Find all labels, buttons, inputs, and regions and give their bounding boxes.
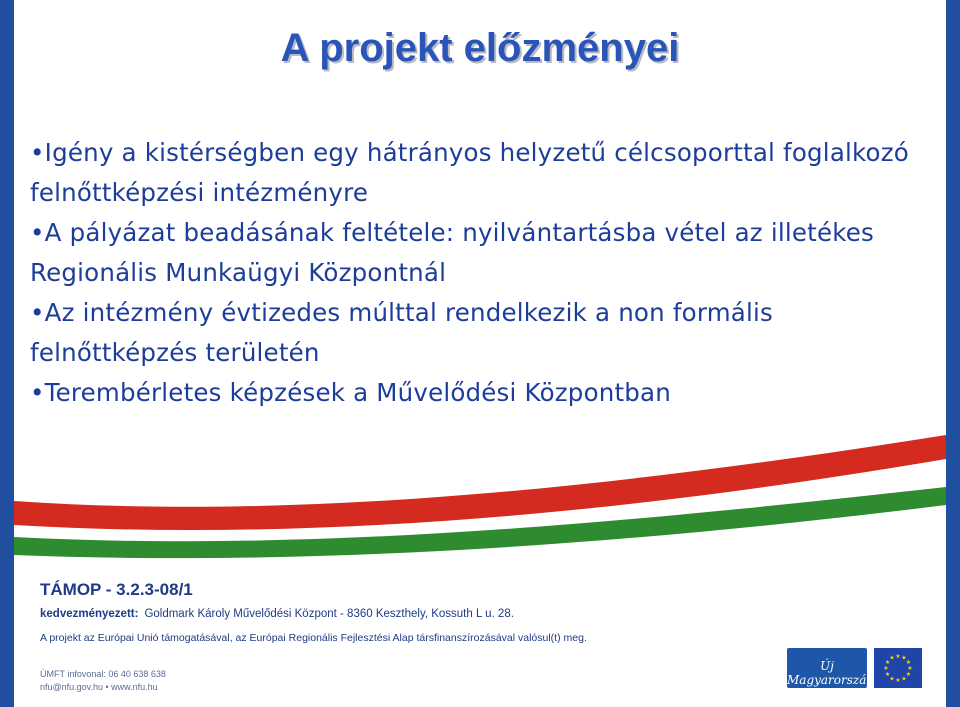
- beneficiary-label: kedvezményezett:: [40, 608, 139, 620]
- contact-block: [40, 668, 166, 694]
- svg-text:★: ★: [907, 665, 913, 672]
- svg-text:★: ★: [895, 677, 901, 684]
- svg-text:★: ★: [901, 654, 907, 662]
- svg-text:★: ★: [901, 675, 907, 683]
- bullet-list: [30, 133, 930, 413]
- beneficiary-line: [40, 608, 514, 620]
- svg-text:★: ★: [884, 671, 891, 678]
- bullet-item-4: •Terembérletes képzések a Művelődési Központban: [30, 378, 671, 407]
- svg-text:★: ★: [889, 654, 895, 662]
- right-frame-bar: [946, 0, 960, 707]
- program-code: TÁMOP - 3.2.3-08/1: [40, 580, 193, 599]
- bullet-item-3: •Az intézmény évtizedes múlttal rendelkezik a non formális felnőttképzés területén: [30, 298, 773, 367]
- funding-note: A projekt az Európai Unió támogatásával, az Európai Regionális Fejlesztési Alap társfinanszírozásával valósul(t) meg.: [40, 632, 587, 644]
- bullet-item-2: •A pályázat beadásának feltétele: nyilvántartásba vétel az illetékes Regionális Munkaügyi Központnál: [30, 218, 874, 287]
- eu-flag-icon: [874, 648, 922, 688]
- svg-text:★: ★: [884, 659, 891, 666]
- svg-text:★: ★: [883, 665, 889, 672]
- svg-text:★: ★: [905, 671, 912, 678]
- contact-links: nfu@nfu.gov.hu • www.nfu.hu: [40, 682, 158, 692]
- svg-text:★: ★: [905, 659, 912, 666]
- flag-stripes: [0, 425, 960, 565]
- hotline: ÚMFT infovonal: 06 40 638 638: [40, 669, 166, 679]
- left-frame-bar: [0, 0, 14, 707]
- uj-magyarorszag-logo: [787, 648, 875, 688]
- bullet-item-1: •Igény a kistérségben egy hátrányos helyzetű célcsoporttal foglalkozó felnőttképzési intézményre: [30, 138, 909, 207]
- logo-text: Új Magyarország: [787, 659, 875, 687]
- beneficiary-value: Goldmark Károly Művelődési Központ - 8360 Keszthely, Kossuth L u. 28.: [144, 608, 514, 620]
- svg-text:★: ★: [895, 653, 901, 660]
- svg-text:★: ★: [889, 675, 895, 683]
- slide-title: A projekt előzményei: [280, 26, 680, 70]
